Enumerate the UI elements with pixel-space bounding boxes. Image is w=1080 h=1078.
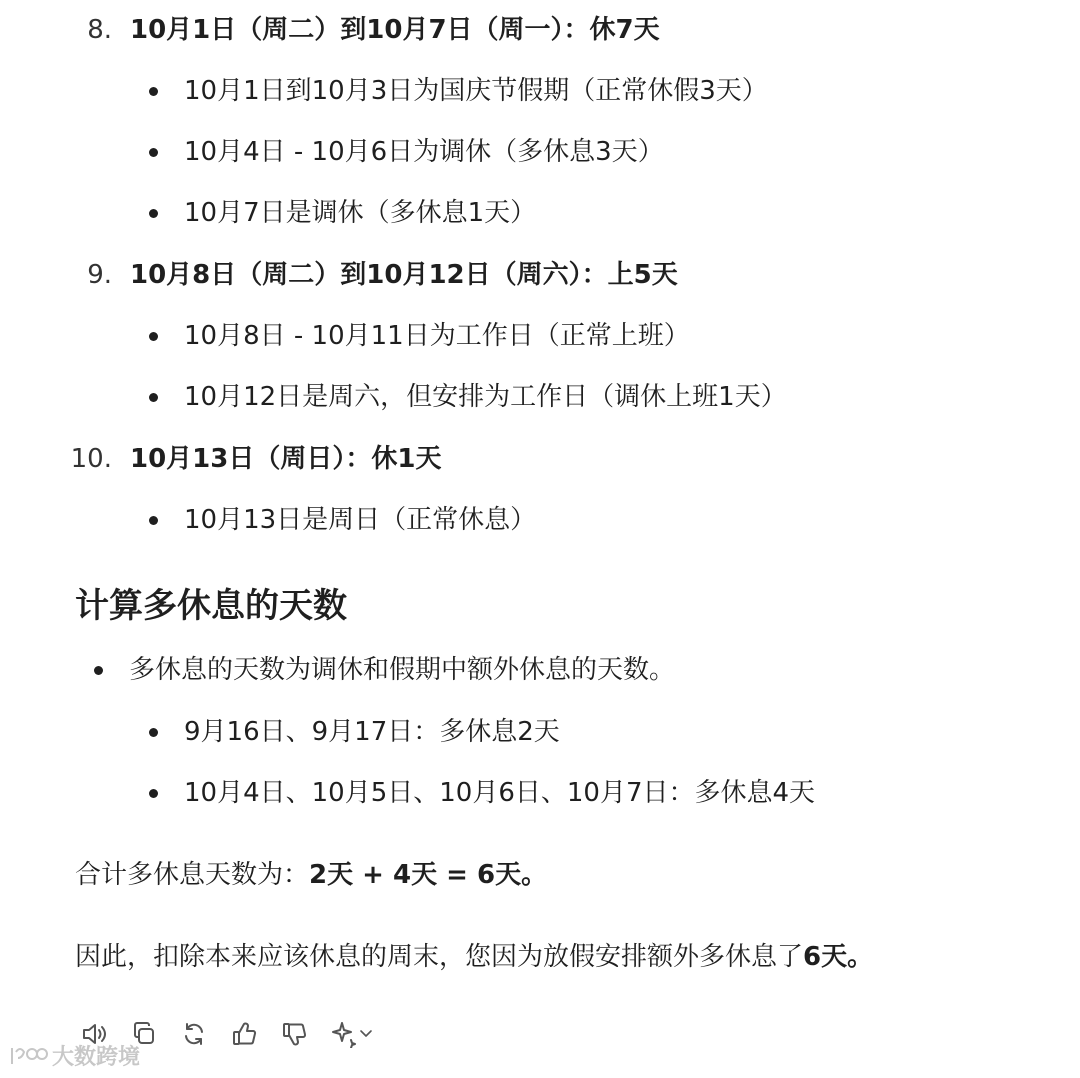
- conclusion-paragraph: [75, 940, 873, 974]
- watermark-text: 大数跨境: [52, 1044, 141, 1069]
- thumbs-down-icon[interactable]: [276, 1016, 312, 1052]
- bullet-text: 10月4日、10月5日、10月6日、10月7日：多休息4天: [184, 778, 816, 808]
- bullet-dot: [94, 666, 103, 675]
- regenerate-icon[interactable]: [176, 1016, 212, 1052]
- list-number: 8.: [87, 15, 112, 45]
- total-prefix: 合计多休息天数为：: [75, 860, 310, 890]
- bullet-dot: [149, 209, 158, 218]
- list-item-title: 10月1日（周二）到10月7日（周一）：休7天: [130, 15, 660, 45]
- conclusion-prefix: 因此，扣除本来应该休息的周末，您因为放假安排额外多休息了: [75, 942, 804, 972]
- bullet-dot: [149, 87, 158, 96]
- section-heading: 计算多休息的天数: [75, 586, 347, 626]
- bullet-text: 10月12日是周六，但安排为工作日（调休上班1天）: [184, 382, 787, 412]
- watermark: [8, 1040, 140, 1071]
- conclusion-highlight: 6天。: [803, 942, 874, 972]
- watermark-logo-icon: [8, 1044, 48, 1068]
- bullet-text: 10月1日到10月3日为国庆节假期（正常休假3天）: [184, 76, 768, 106]
- total-formula: 2天 + 4天 = 6天。: [309, 860, 548, 890]
- bullet-text: 多休息的天数为调休和假期中额外休息的天数。: [129, 655, 676, 685]
- bullet-dot: [149, 789, 158, 798]
- bullet-text: 10月4日 - 10月6日为调休（多休息3天）: [184, 137, 664, 167]
- bullet-text: 9月16日、9月17日：多休息2天: [184, 717, 560, 747]
- bullet-text: 10月8日 - 10月11日为工作日（正常上班）: [184, 321, 690, 351]
- bullet-dot: [149, 728, 158, 737]
- sparkle-icon[interactable]: [326, 1016, 378, 1052]
- list-number: 10.: [70, 444, 112, 474]
- list-item-title: 10月13日（周日）：休1天: [130, 444, 442, 474]
- bullet-text: 10月13日是周日（正常休息）: [184, 505, 537, 535]
- bullet-dot: [149, 332, 158, 341]
- bullet-text: 10月7日是调休（多休息1天）: [184, 198, 537, 228]
- bullet-dot: [149, 148, 158, 157]
- thumbs-up-icon[interactable]: [226, 1016, 262, 1052]
- bullet-dot: [149, 393, 158, 402]
- list-item-title: 10月8日（周二）到10月12日（周六）：上5天: [130, 260, 678, 290]
- list-number: 9.: [87, 260, 112, 290]
- bullet-dot: [149, 516, 158, 525]
- total-paragraph: [75, 858, 547, 892]
